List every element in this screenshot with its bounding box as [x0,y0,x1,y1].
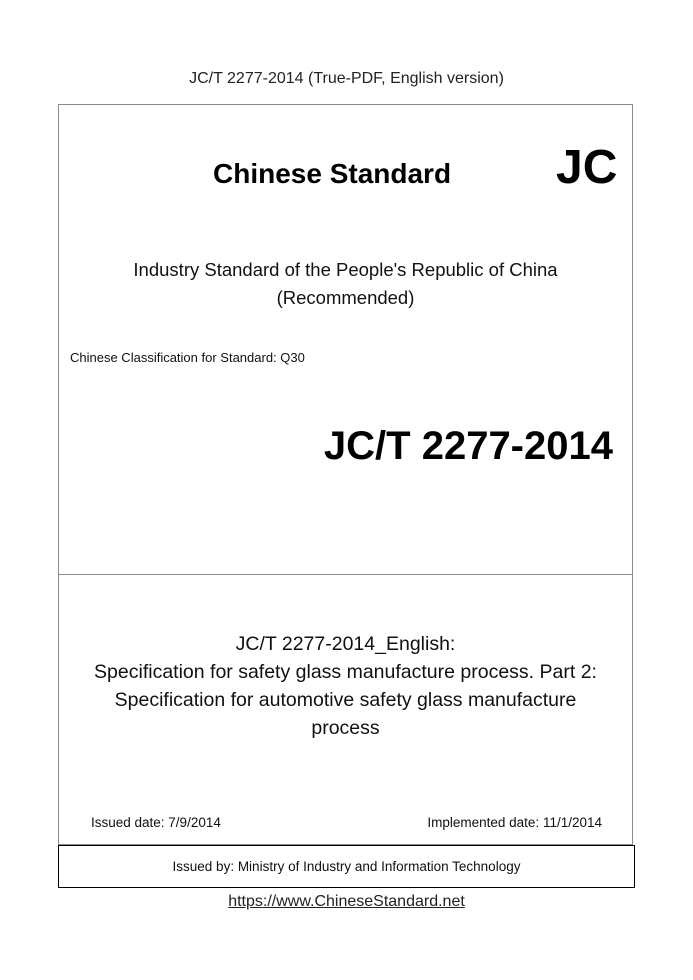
website-link[interactable]: https://www.ChineseStandard.net [228,893,465,910]
title-line-4: process [311,717,380,739]
industry-standard-line: Industry Standard of the People's Republic of China [133,259,558,280]
cover-divider [58,574,633,575]
title-line-2: Specification for safety glass manufacture process. Part 2: [94,661,597,683]
jc-mark: JC [556,141,618,194]
classification-label: Chinese Classification for Standard: Q30 [70,350,305,365]
issuer-box [58,845,635,888]
chinese-standard-heading: Chinese Standard [213,158,452,189]
title-line-3: Specification for automotive safety glass manufacture [114,689,577,711]
document-header-title: JC/T 2277-2014 (True-PDF, English version) [189,70,504,87]
recommended-label: (Recommended) [276,287,415,308]
issued-date: Issued date: 7/9/2014 [91,815,221,830]
title-line-1: JC/T 2277-2014_English: [235,633,456,655]
implemented-date: Implemented date: 11/1/2014 [427,815,602,830]
issuer-label: Issued by: Ministry of Industry and Information Technology [172,859,521,874]
standard-number: JC/T 2277-2014 [323,424,613,468]
